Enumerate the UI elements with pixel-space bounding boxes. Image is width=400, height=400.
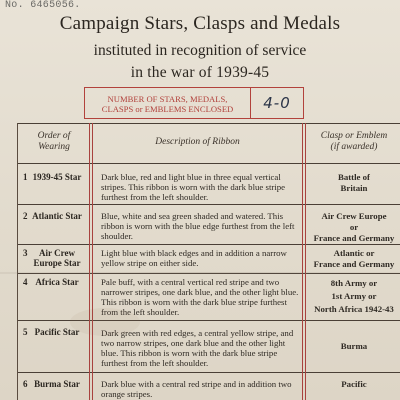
clasp-line: Air Crew Europe bbox=[321, 211, 387, 221]
clasp-cell bbox=[308, 379, 400, 390]
enclosed-count-value: 4-0 bbox=[250, 88, 303, 118]
medal-name: Burma Star bbox=[34, 379, 80, 389]
document-subtitle-war: in the war of 1939-45 bbox=[130, 64, 270, 81]
header-description: Description of Ribbon bbox=[155, 137, 240, 147]
clasp-line: Pacific bbox=[341, 379, 367, 389]
ribbon-description: Dark green with red edges, a central yellow stripe, and two narrow stripes, one dark blue and the other light blue. This ribbon is worn with the dark blue stripe furthest from the left shoulder. bbox=[101, 328, 294, 368]
clasp-line: France and Germany bbox=[313, 259, 395, 269]
clasp-line: 1st Army or bbox=[331, 291, 377, 301]
ribbon-description: Dark blue, red and light blue in three equal vertical stripes. This ribbon is worn with the dark blue stripe furthest from the left shoulder. bbox=[101, 172, 286, 202]
clasp-cell bbox=[308, 277, 400, 316]
row-number: 1 bbox=[23, 172, 28, 182]
header-rule bbox=[17, 163, 400, 164]
header-clasp bbox=[308, 131, 400, 153]
medal-name: Air Crew Europe Star bbox=[33, 248, 81, 268]
clasp-line: Atlantic or bbox=[333, 248, 375, 258]
clasp-line: North Africa 1942-43 bbox=[314, 304, 394, 314]
table-row bbox=[17, 373, 400, 400]
clasp-line: 8th Army or bbox=[330, 278, 378, 288]
ribbon-description: Pale buff, with a central vertical red stripe and two narrower stripes, one dark blue, and the other light blue. This ribbon is worn with the dark blue stripe furthest from the left shoulder. bbox=[101, 277, 299, 317]
clasp-cell bbox=[308, 248, 400, 270]
ribbon-description: Light blue with black edges and in addition a narrow yellow stripe on either side. bbox=[101, 248, 287, 268]
header-clasp-line2: (if awarded) bbox=[330, 142, 378, 152]
paper-stain bbox=[70, 308, 140, 336]
clasp-line: Burma bbox=[340, 341, 368, 351]
table-row bbox=[17, 206, 400, 244]
ribbon-description: Dark blue with a central red stripe and in addition two orange stripes. bbox=[101, 379, 292, 399]
table-row bbox=[17, 274, 400, 320]
header-order-of-wearing bbox=[21, 131, 87, 153]
row-number: 5 bbox=[23, 327, 28, 337]
table-row bbox=[17, 167, 400, 204]
row-number: 4 bbox=[23, 277, 28, 287]
header-order-line2: Wearing bbox=[38, 142, 70, 152]
medal-name: Pacific Star bbox=[34, 327, 80, 337]
medal-name: Atlantic Star bbox=[32, 211, 82, 221]
header-order-line1: Order of bbox=[37, 131, 71, 141]
ribbon-description: Blue, white and sea green shaded and watered. This ribbon is worn with the blue edge furthest from the left shoulder. bbox=[101, 211, 295, 241]
clasp-cell bbox=[308, 211, 400, 244]
row-number: 3 bbox=[23, 248, 28, 258]
row-rule bbox=[17, 204, 400, 205]
table-top-rule bbox=[17, 123, 400, 124]
enclosed-label-line1: NUMBER OF STARS, MEDALS, bbox=[107, 93, 228, 104]
enclosed-count-label bbox=[85, 88, 250, 118]
row-number: 6 bbox=[23, 379, 28, 389]
serial-number: No. 6465056. bbox=[5, 0, 81, 11]
table-row bbox=[17, 245, 400, 273]
medal-name: 1939-45 Star bbox=[32, 172, 82, 182]
clasp-line: Battle of bbox=[337, 172, 370, 182]
clasp-line: France and Germany bbox=[313, 233, 395, 243]
medal-name: Africa Star bbox=[35, 277, 79, 287]
clasp-line: Britain bbox=[340, 183, 368, 193]
clasp-line: or bbox=[349, 222, 359, 232]
document-subtitle: instituted in recognition of service bbox=[93, 42, 307, 59]
clasp-cell bbox=[308, 172, 400, 194]
enclosed-label-line2: CLASPS or EMBLEMS ENCLOSED bbox=[101, 103, 234, 114]
header-clasp-line1: Clasp or Emblem bbox=[320, 131, 388, 141]
medals-table bbox=[17, 123, 400, 400]
row-number: 2 bbox=[23, 211, 28, 221]
document-title: Campaign Stars, Clasps and Medals bbox=[59, 13, 341, 34]
clasp-cell bbox=[308, 341, 400, 352]
paper-fold bbox=[0, 272, 400, 274]
enclosed-count-box bbox=[84, 87, 304, 119]
